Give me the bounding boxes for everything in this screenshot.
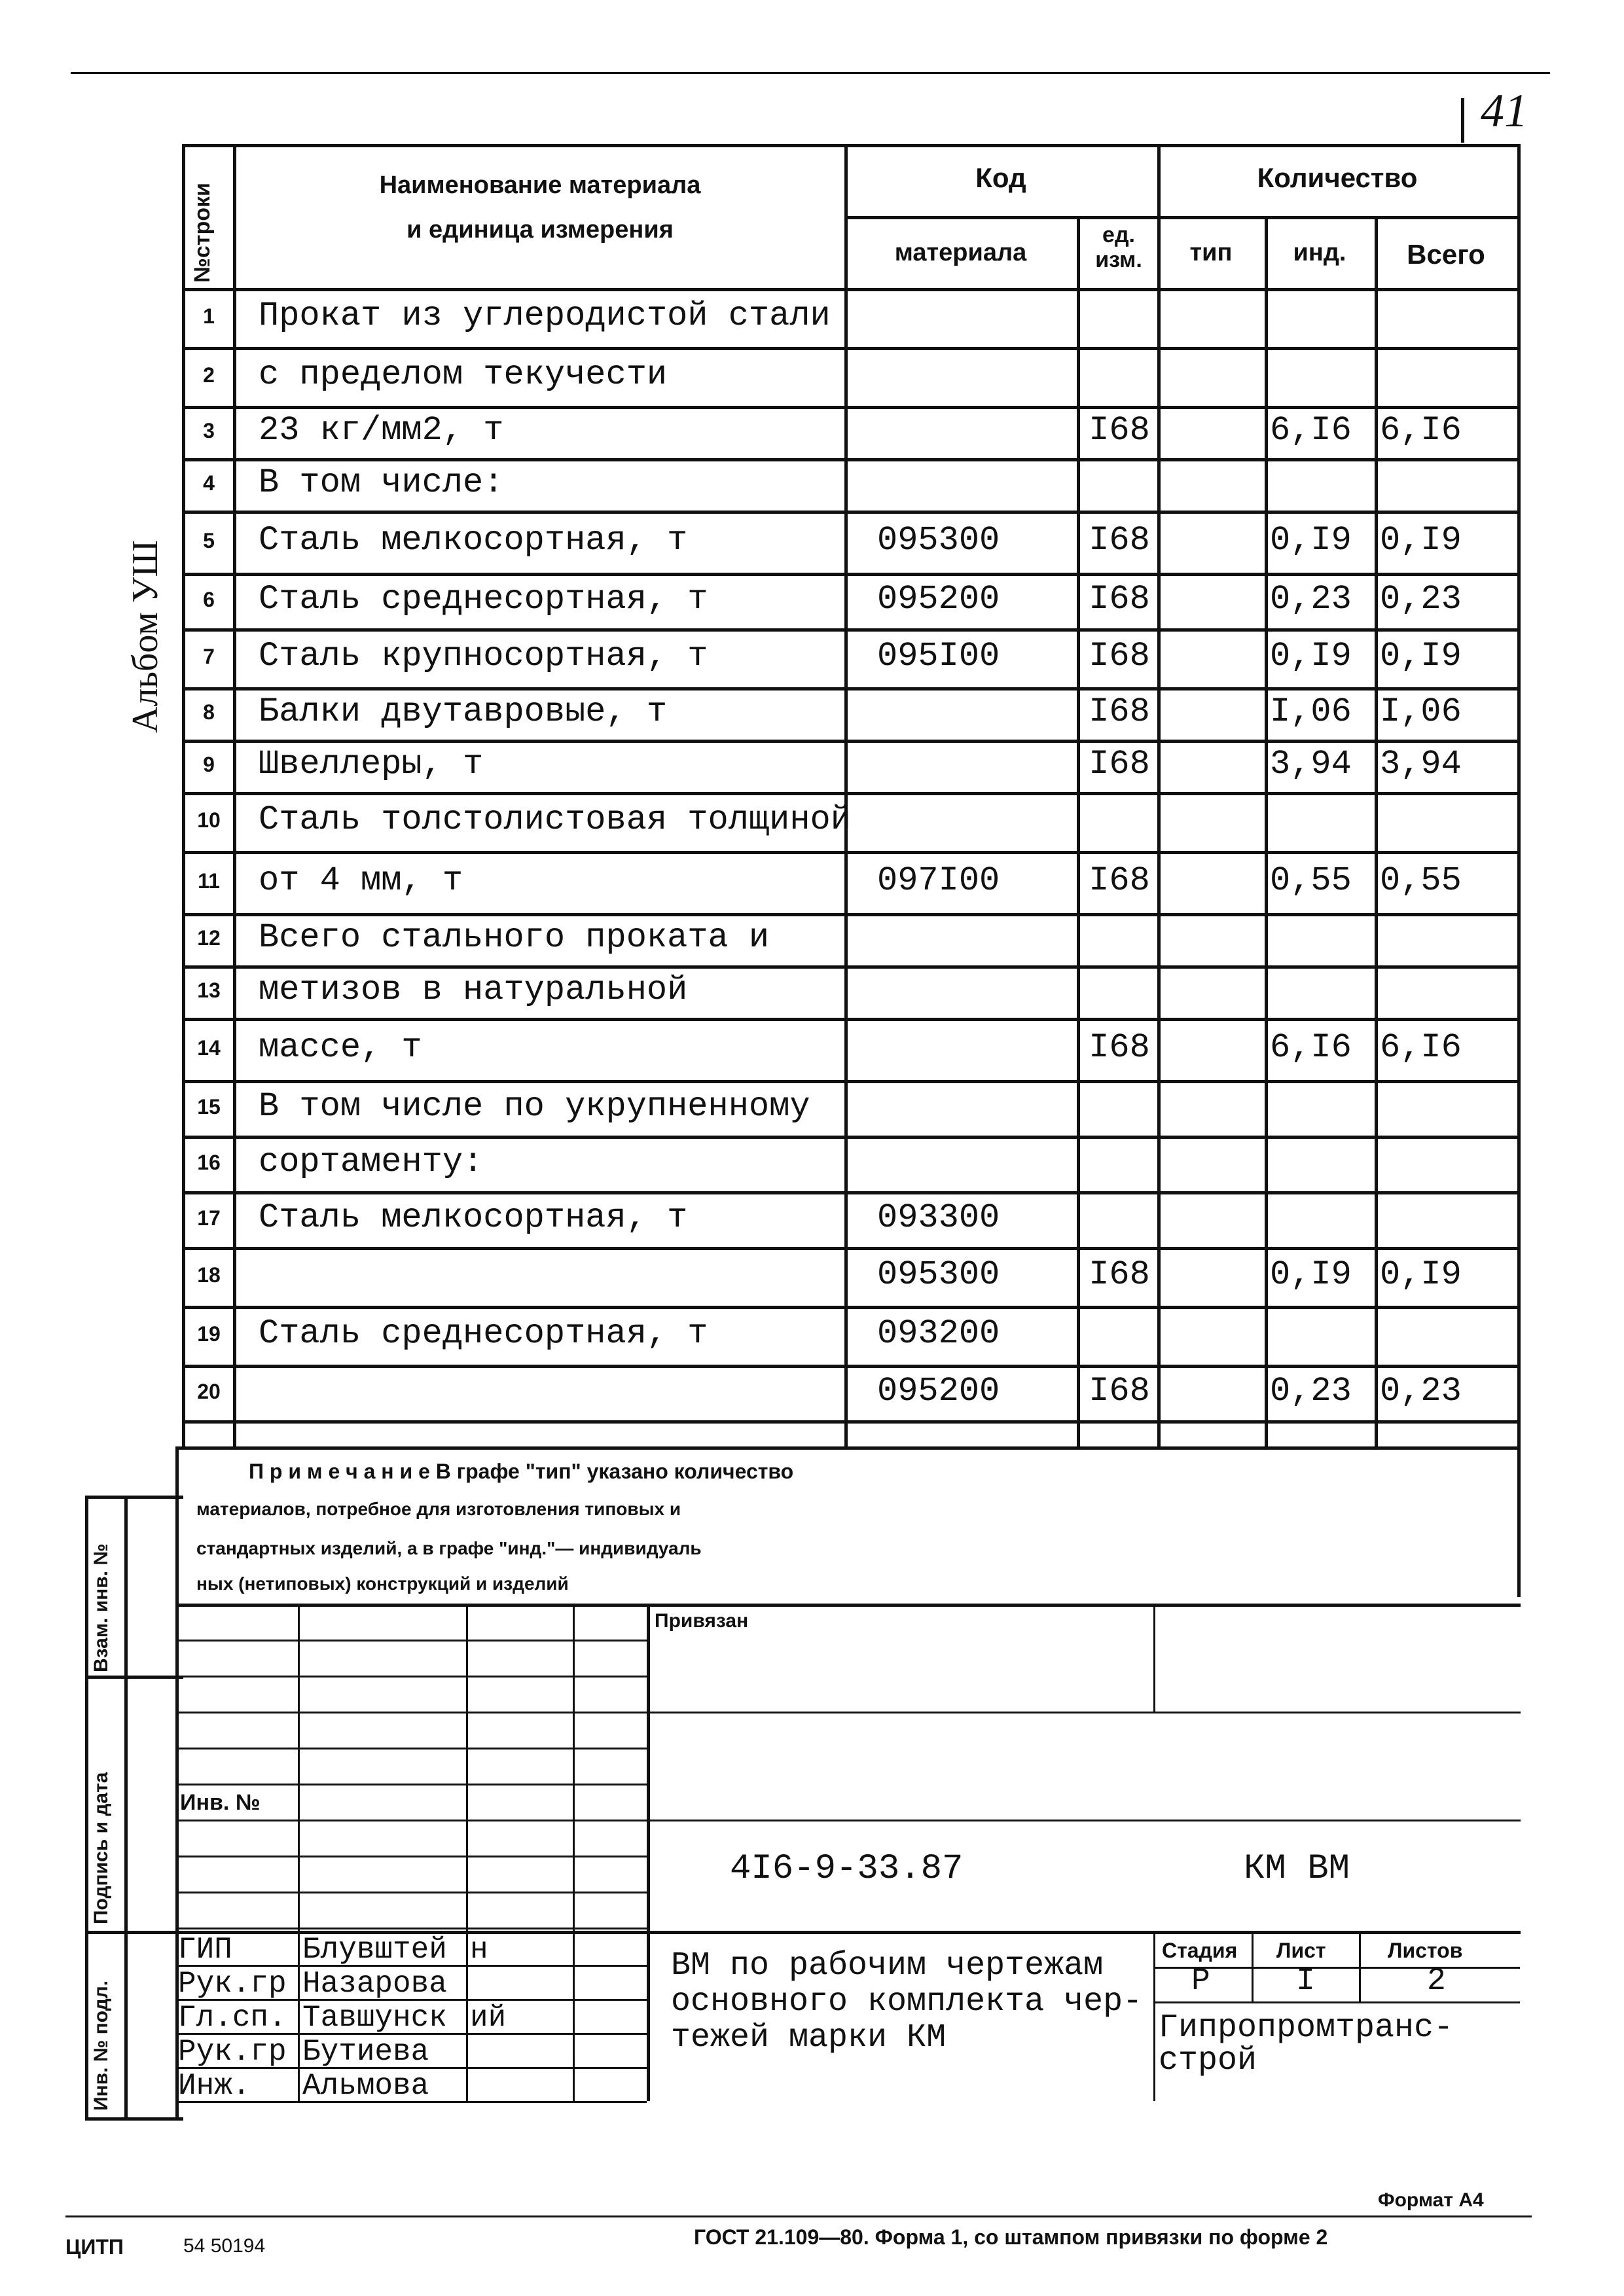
row-unit: I68	[1089, 411, 1150, 450]
sheets-value: 2	[1427, 1964, 1446, 1999]
row-total: 0,23	[1380, 1371, 1462, 1410]
row-separator	[182, 1191, 1521, 1194]
row-name: Сталь мелкосортная, т	[259, 520, 688, 560]
row-number: 14	[197, 1035, 221, 1060]
row-number: 11	[198, 869, 220, 893]
signatory-name: Тавшунск	[302, 2001, 447, 2035]
row-total: 0,23	[1380, 579, 1462, 619]
side-label-podpis: Подпись и дата	[90, 1772, 112, 1924]
header-code-unit: ед. изм.	[1095, 223, 1142, 272]
signatory-role: Рук.гр	[178, 2035, 287, 2069]
header-name-line1: Наименование материала	[379, 171, 701, 199]
row-unit: I68	[1089, 692, 1150, 731]
header-qty-ind: инд.	[1293, 239, 1346, 266]
row-name: Сталь среднесортная, т	[259, 1314, 708, 1353]
row-ind: 0,23	[1270, 579, 1352, 619]
row-name: В том числе по укрупненному	[259, 1086, 810, 1126]
row-name: Сталь мелкосортная, т	[259, 1198, 688, 1237]
row-ind: 0,I9	[1270, 520, 1352, 560]
row-separator	[182, 1247, 1521, 1250]
row-total: 3,94	[1380, 745, 1462, 783]
row-ind: 0,I9	[1270, 1255, 1352, 1294]
row-ind: 3,94	[1270, 745, 1352, 783]
row-code: 095200	[877, 579, 1000, 619]
side-label-vzam: Взам. инв. №	[90, 1543, 112, 1672]
row-separator	[182, 965, 1521, 969]
row-separator	[182, 458, 1521, 461]
row-ind: 6,I6	[1270, 1028, 1352, 1067]
sheet-value: I	[1296, 1964, 1315, 1999]
row-name: от 4 мм, т	[259, 861, 463, 900]
row-number: 9	[203, 753, 215, 776]
row-unit: I68	[1089, 861, 1150, 900]
stage-label: Стадия	[1162, 1939, 1238, 1962]
row-number: 12	[197, 926, 221, 950]
signatory-name: Назарова	[302, 1967, 447, 2001]
stamp-title-line3: тежей марки КМ	[671, 2019, 947, 2056]
row-ind: 0,55	[1270, 861, 1352, 900]
doc-mark: КМ ВМ	[1244, 1849, 1350, 1889]
row-ind: I,06	[1270, 692, 1352, 731]
row-ind: 0,23	[1270, 1371, 1352, 1410]
row-number: 13	[197, 978, 221, 1002]
header-code: Код	[975, 162, 1026, 193]
row-number: 15	[197, 1094, 221, 1119]
row-name: Прокат из углеродистой стали	[259, 296, 831, 335]
row-separator	[182, 406, 1521, 409]
row-number: 19	[197, 1322, 221, 1346]
row-name: Сталь среднесортная, т	[259, 579, 708, 619]
doc-code: 4I6-9-33.87	[730, 1849, 964, 1889]
footer-citp: ЦИТП	[65, 2235, 124, 2259]
row-number: 17	[197, 1206, 221, 1230]
row-separator	[182, 1018, 1521, 1021]
row-separator	[182, 1080, 1521, 1083]
row-unit: I68	[1089, 637, 1150, 675]
row-number: 5	[203, 528, 215, 552]
row-unit: I68	[1089, 1028, 1150, 1067]
row-name: метизов в натуральной	[259, 971, 688, 1009]
row-name: массе, т	[259, 1028, 422, 1067]
signatory-sign: ий	[470, 2001, 507, 2035]
header-name-line2: и единица измерения	[406, 216, 674, 243]
row-separator	[182, 1420, 1521, 1424]
row-number: 10	[197, 808, 221, 832]
row-code: 095300	[877, 1255, 1000, 1294]
row-code: 097I00	[877, 861, 1000, 900]
sheet-label: Лист	[1276, 1939, 1326, 1962]
row-total: 0,I9	[1380, 1255, 1462, 1294]
signatory-name: Бутиева	[302, 2035, 429, 2069]
row-number: 4	[203, 471, 215, 495]
row-total: 0,I9	[1380, 520, 1462, 560]
row-total: 0,55	[1380, 861, 1462, 900]
row-code: 095200	[877, 1371, 1000, 1410]
row-name: Балки двутавровые, т	[259, 692, 668, 731]
inv-no-label: Инв. №	[180, 1790, 261, 1815]
format-label: Формат А4	[1378, 2189, 1484, 2211]
row-name: Всего стального проката и	[259, 918, 770, 957]
row-name: Швеллеры, т	[259, 745, 484, 783]
signatory-role: Инж.	[178, 2069, 251, 2103]
album-label: Альбом УШ	[125, 540, 166, 733]
row-unit: I68	[1089, 579, 1150, 619]
row-number: 2	[203, 363, 215, 387]
header-quantity: Количество	[1257, 162, 1418, 193]
row-number: 8	[203, 700, 215, 724]
row-name: 23 кг/мм2, т	[259, 411, 504, 450]
row-separator	[182, 347, 1521, 350]
row-number: 20	[197, 1379, 221, 1403]
row-ind: 0,I9	[1270, 637, 1352, 675]
footer-order: 54 50194	[183, 2235, 266, 2257]
stamp-title-line2: основного комплекта чер-	[671, 1983, 1143, 2020]
side-label-inv-podl: Инв. № подл.	[90, 1980, 112, 2111]
row-number: 7	[203, 645, 215, 668]
stage-value: Р	[1191, 1964, 1210, 1999]
signatory-sign: н	[470, 1933, 488, 1967]
row-code: 095I00	[877, 637, 1000, 675]
row-separator	[182, 1365, 1521, 1368]
row-number: 1	[203, 304, 215, 328]
privyazan-label: Привязан	[655, 1610, 749, 1632]
row-total: 6,I6	[1380, 411, 1462, 450]
row-ind: 6,I6	[1270, 411, 1352, 450]
row-separator	[182, 511, 1521, 514]
note-line1: П р и м е ч а н и е В графе "тип" указано количество	[249, 1460, 794, 1483]
row-separator	[182, 1136, 1521, 1139]
row-separator	[182, 1306, 1521, 1309]
row-unit: I68	[1089, 1371, 1150, 1410]
row-separator	[182, 573, 1521, 576]
row-name: с пределом текучести	[259, 355, 668, 394]
row-code: 095300	[877, 520, 1000, 560]
row-name: Сталь крупносортная, т	[259, 637, 708, 675]
row-separator	[182, 851, 1521, 854]
row-separator	[182, 792, 1521, 795]
row-separator	[182, 740, 1521, 743]
signatory-name: Блувштей	[302, 1933, 447, 1967]
row-number: 6	[203, 587, 215, 611]
row-unit: I68	[1089, 1255, 1150, 1294]
row-number: 18	[197, 1263, 221, 1287]
row-number: 16	[197, 1150, 221, 1174]
org-line2: строй	[1159, 2042, 1257, 2079]
row-name: В том числе:	[259, 463, 504, 502]
row-unit: I68	[1089, 745, 1150, 783]
header-qty-total: Всего	[1407, 239, 1485, 270]
signatory-role: ГИП	[178, 1933, 232, 1967]
row-name: Сталь толстолистовая толщиной	[259, 800, 851, 839]
signatory-name: Альмова	[302, 2069, 429, 2103]
note-line4: ных (нетиповых) конструкций и изделий	[196, 1573, 569, 1594]
row-separator	[182, 628, 1521, 632]
row-code: 093200	[877, 1314, 1000, 1353]
footer-gost: ГОСТ 21.109—80. Форма 1, со штампом привязки по форме 2	[694, 2225, 1328, 2249]
row-unit: I68	[1089, 520, 1150, 560]
row-code: 093300	[877, 1198, 1000, 1237]
row-number: 3	[203, 419, 215, 442]
header-qty-type: тип	[1189, 239, 1233, 266]
header-code-material: материала	[894, 239, 1027, 266]
header-row-number: №строки	[190, 183, 215, 283]
note-line2: материалов, потребное для изготовления типовых и	[196, 1499, 681, 1519]
row-separator	[182, 913, 1521, 916]
note-line3: стандартных изделий, а в графе "инд."— индивидуаль	[196, 1538, 702, 1558]
sheets-label: Листов	[1388, 1939, 1463, 1962]
stamp-title-line1: ВМ по рабочим чертежам	[671, 1947, 1104, 1984]
row-name: сортаменту:	[259, 1142, 484, 1181]
row-total: 0,I9	[1380, 637, 1462, 675]
signatory-role: Рук.гр	[178, 1967, 287, 2001]
row-total: 6,I6	[1380, 1028, 1462, 1067]
signatory-role: Гл.сп.	[178, 2001, 287, 2035]
org-line1: Гипропромтранс-	[1159, 2009, 1454, 2047]
page-number: 41	[1481, 84, 1528, 137]
row-separator	[182, 687, 1521, 691]
row-total: I,06	[1380, 692, 1462, 731]
